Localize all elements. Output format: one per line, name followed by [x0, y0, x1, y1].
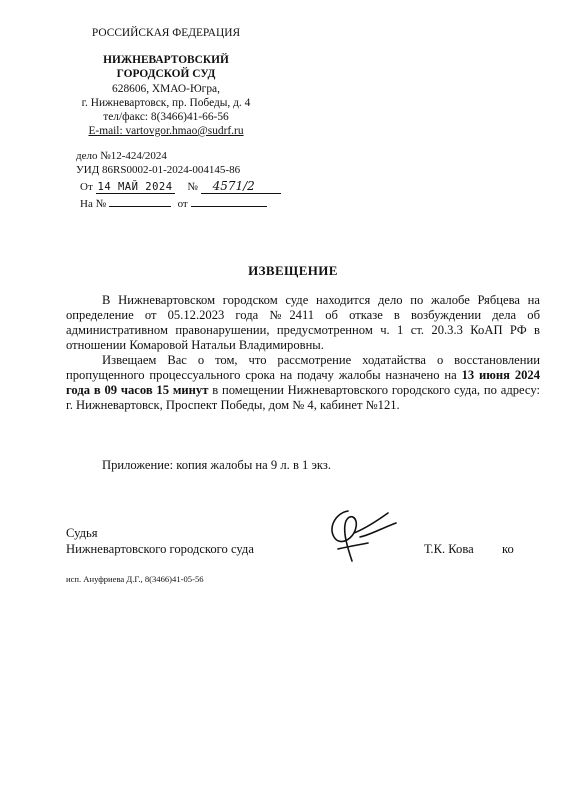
reference-row [80, 195, 267, 211]
case-number: дело №12-424/2024 [76, 150, 167, 162]
executor-note: исп. Ануфриева Д.Г., 8(3466)41-05-56 [66, 574, 204, 584]
signatory-title-line2: Нижневартовского городского суда [66, 542, 254, 556]
attachment-note: Приложение: копия жалобы на 9 л. в 1 экз. [102, 458, 331, 472]
court-postal: 628606, ХМАО-Югра, [112, 83, 220, 95]
court-address: г. Нижневартовск, пр. Победы, д. 4 [81, 97, 251, 109]
signatory-name-tail: ко [502, 542, 514, 556]
handwritten-signature [318, 503, 402, 569]
court-email-text: E-mail: vartovgor.hmao@sudrf.ru [88, 125, 244, 137]
signatory-title-line1: Судья [66, 526, 98, 540]
country-name: РОССИЙСКАЯ ФЕДЕРАЦИЯ [91, 27, 241, 39]
court-email [40, 124, 292, 138]
court-phone: тел/факс: 8(3466)41-66-56 [103, 111, 229, 123]
number-label: № [187, 181, 198, 193]
signatory-name: Т.К. Кова [424, 542, 474, 556]
reference-date-blank [191, 195, 267, 207]
notice-body [66, 293, 540, 413]
hearing-text-a: Извещаем Вас о том, что рассмотрение ходатайства о восстановлении пропущенного процессуального срока на подачу жалобы назначено на [66, 353, 540, 382]
hearing-text-c: в помещении Нижневартовского городского суда, по адресу: г. Нижневартовск, Проспект Победы, дом № 4, кабинет №121. [66, 383, 540, 412]
reference-from-label: от [177, 198, 188, 210]
document-title: ИЗВЕЩЕНИЕ [248, 263, 338, 278]
case-uid: УИД 86RS0002-01-2024-004145-86 [76, 164, 241, 176]
handwritten-number: 4571/2 [201, 179, 281, 194]
paragraph-case: В Нижневартовском городском суде находится дело по жалобе Рябцева на определение от 05.12.2023 года №2411 об отказе в возбуждении дела об административном правонарушении, предусмотренном ч. 1 ст. 20.3.3 КоАП РФ в отношении Комаровой Натальи Владимировны. [66, 293, 540, 352]
hearing-datetime: 13 июня 2024 года в 09 часов 15 минут [66, 368, 541, 397]
reference-label: На № [80, 198, 107, 210]
date-prefix: От [80, 181, 93, 193]
court-name-line1: НИЖНЕВАРТОВСКИЙ [103, 54, 229, 66]
outgoing-date-row [80, 179, 281, 194]
reference-number-blank [109, 195, 171, 207]
court-name-line2: ГОРОДСКОЙ СУД [116, 68, 216, 80]
paragraph-hearing [66, 353, 540, 413]
date-stamp: 14 МАЙ 2024 [97, 181, 173, 193]
